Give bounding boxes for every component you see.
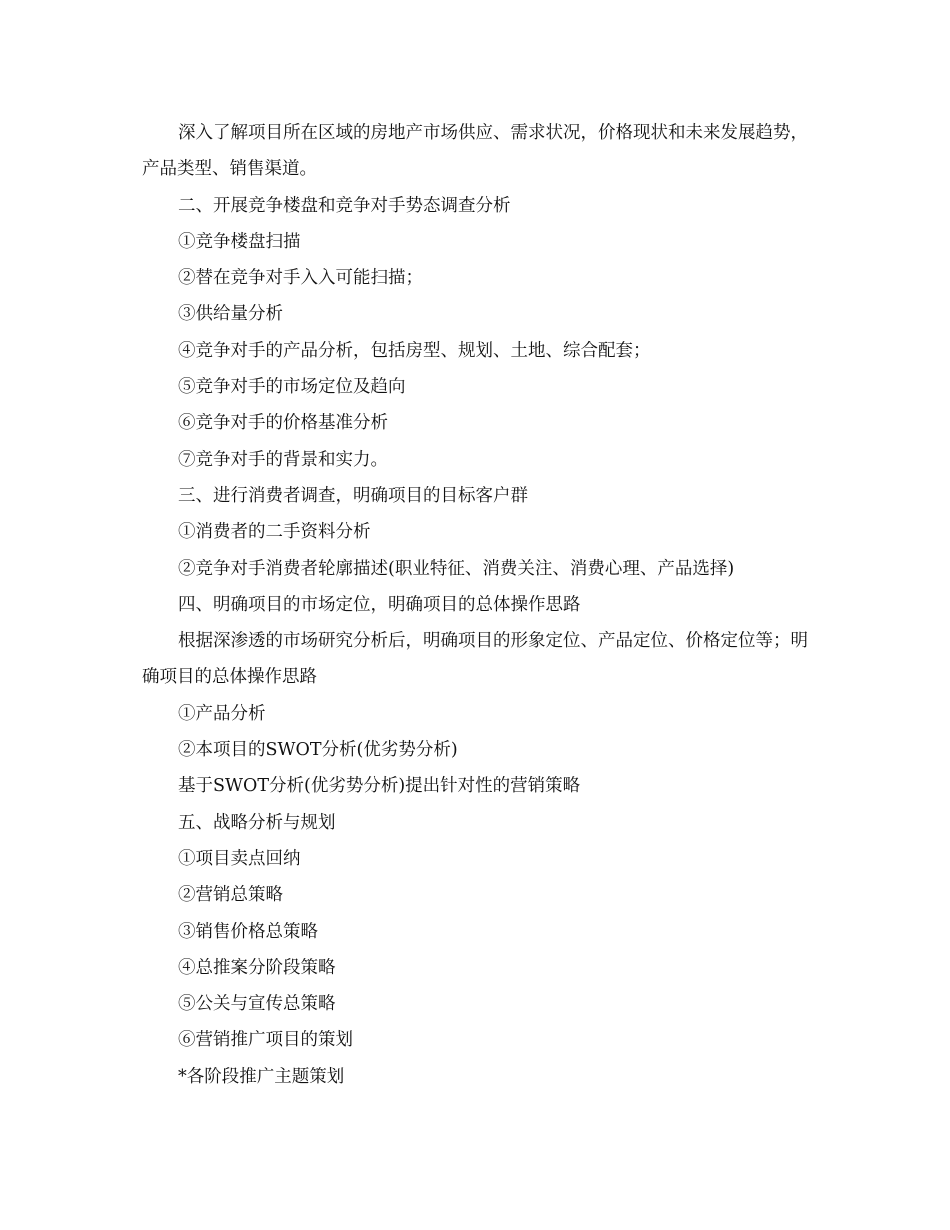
list-item: ②竞争对手消费者轮廓描述(职业特征、消费关注、消费心理、产品选择) xyxy=(178,558,735,579)
list-item: ⑥营销推广项目的策划 xyxy=(178,1030,353,1051)
list-item: ①项目卖点回纳 xyxy=(178,848,301,869)
heading-strategy-planning: 五、战略分析与规划 xyxy=(178,812,336,833)
list-item: ①产品分析 xyxy=(178,703,266,724)
list-item: ④竞争对手的产品分析，包括房型、规划、土地、综合配套； xyxy=(178,340,651,361)
list-item: ④总推案分阶段策略 xyxy=(178,957,336,978)
paragraph-positioning: 根据深渗透的市场研究分析后，明确项目的形象定位、产品定位、价格定位等；明确项目的总体操作思路 xyxy=(142,631,808,688)
list-item: ⑤公关与宣传总策略 xyxy=(178,994,336,1015)
list-item: ⑥竞争对手的价格基准分析 xyxy=(178,413,388,434)
document-body xyxy=(142,115,822,1095)
list-item: ③销售价格总策略 xyxy=(178,921,318,942)
list-item: ②营销总策略 xyxy=(178,885,283,906)
heading-market-positioning: 四、明确项目的市场定位，明确项目的总体操作思路 xyxy=(178,594,581,615)
paragraph-market-research: 深入了解项目所在区域的房地产市场供应、需求状况，价格现状和未来发展趋势，产品类型、销售渠道。 xyxy=(142,123,808,180)
list-item: ①消费者的二手资料分析 xyxy=(178,522,371,543)
list-item: ⑦竞争对手的背景和实力。 xyxy=(178,449,388,470)
heading-competition-analysis: 二、开展竞争楼盘和竞争对手势态调查分析 xyxy=(178,195,511,216)
list-item: ①竞争楼盘扫描 xyxy=(178,231,301,252)
paragraph-swot-strategy: 基于SWOT分析(优劣势分析)提出针对性的营销策略 xyxy=(178,776,581,797)
list-item: ③供给量分析 xyxy=(178,304,283,325)
list-item: ②替在竞争对手入入可能扫描； xyxy=(178,268,423,289)
list-item: ⑤竞争对手的市场定位及趋向 xyxy=(178,377,406,398)
list-item: ②本项目的SWOT分析(优劣势分析) xyxy=(178,740,458,761)
heading-consumer-survey: 三、进行消费者调查，明确项目的目标客户群 xyxy=(178,485,528,506)
list-item: *各阶段推广主题策划 xyxy=(178,1066,345,1087)
